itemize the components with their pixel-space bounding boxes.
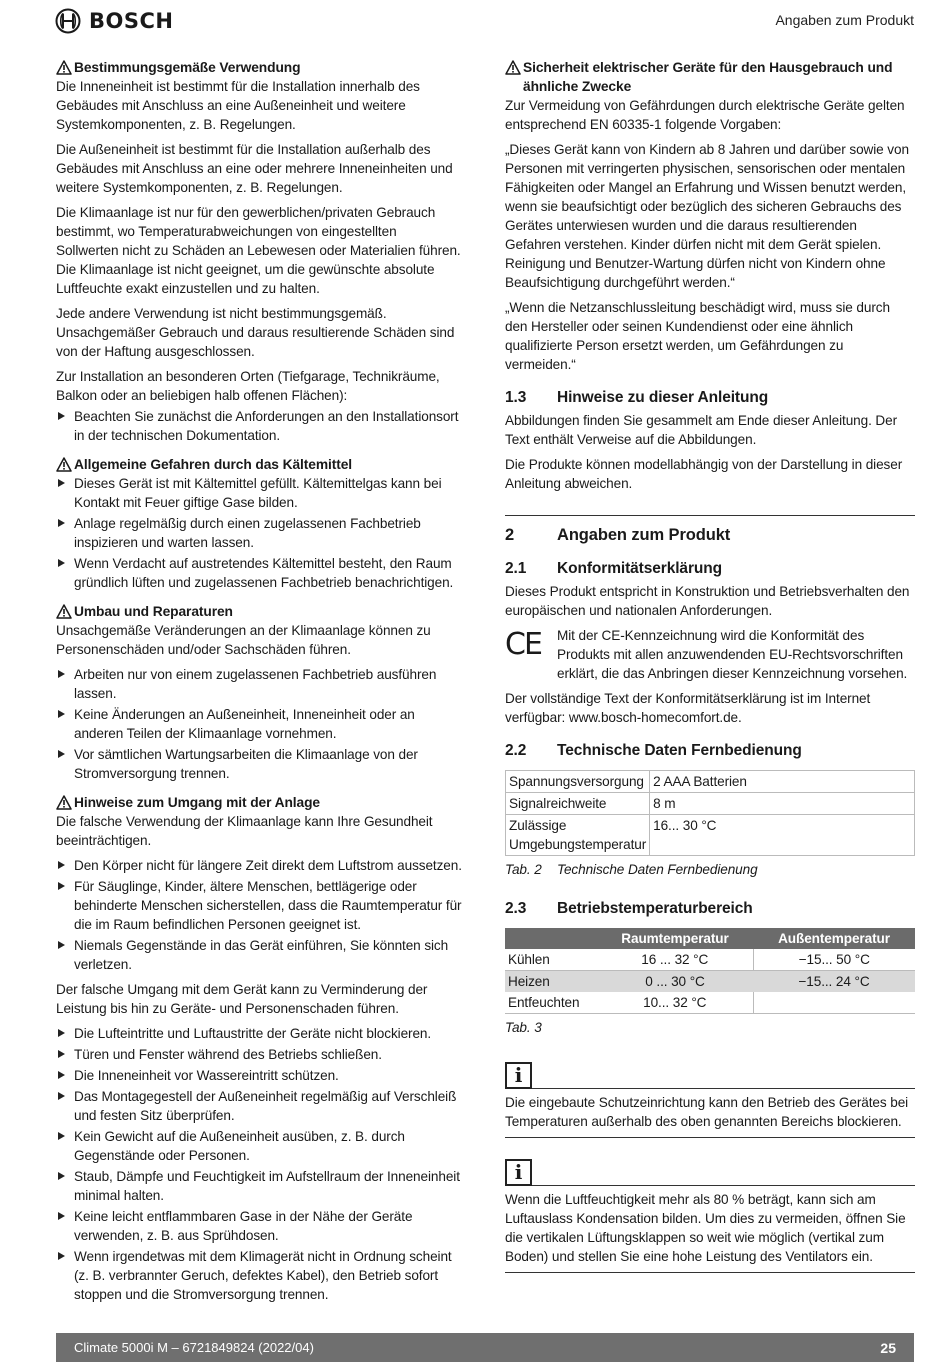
list-item: Niemals Gegenstände in das Gerät einführen, Sie könnten sich verletzen. <box>56 936 462 974</box>
section-title: Hinweise zu dieser Anleitung <box>557 389 769 406</box>
paragraph: „Dieses Gerät kann von Kindern ab 8 Jahren und darüber sowie von Personen mit verringerten physischen, sensorischen oder mentalen Fähigkeiten oder Mangel an Erfahrung und Wissen benutzt werden, wenn sie beaufsichtigt oder bezüglich des sicheren Gebrauchs des Gerätes unterwiesen wurden und die daraus resultierenden Gefahren verstehen. Kinder dürfen nicht mit dem Gerät spielen. Reinigung und Benutzer-Wartung dürfen nicht von Kindern ohne Beaufsichtigung durchgeführt werden.“ <box>505 142 909 290</box>
tech-data-table <box>505 770 915 856</box>
bullet-list <box>56 474 462 592</box>
warning-triangle-icon <box>505 60 521 75</box>
paragraph: Der vollständige Text der Konformitätserklärung ist im Internet verfügbar: www.bosch-homecomfort.de. <box>505 691 871 725</box>
ce-mark-icon: CE <box>505 627 541 662</box>
paragraph: Unsachgemäße Veränderungen an der Klimaanlage können zu Personenschäden und/oder Sachschäden führen. <box>56 623 431 657</box>
left-column <box>56 58 462 1310</box>
table-header: Raumtemperatur <box>597 928 753 949</box>
table-row <box>505 971 915 993</box>
paragraph: Die Inneneinheit ist bestimmt für die Installation innerhalb des Gebäudes mit Anschluss an eine Außeneinheit und weitere Systemkomponenten, z. B. Regelungen. <box>56 79 420 132</box>
running-header: Angaben zum Produkt <box>775 12 914 28</box>
section-heading <box>505 388 915 407</box>
table-header: Außentemperatur <box>753 928 915 949</box>
list-item: Arbeiten nur von einem zugelassenen Fachbetrieb ausführen lassen. <box>56 665 462 703</box>
warning-triangle-icon <box>56 457 72 472</box>
section-number: 1.3 <box>505 389 527 406</box>
table-cell: −15... 50 °C <box>753 949 915 971</box>
section-number: 2.1 <box>505 560 527 577</box>
bullet-list <box>56 1024 462 1304</box>
bullet-list <box>56 856 462 974</box>
info-header <box>505 1057 915 1089</box>
list-item: Dieses Gerät ist mit Kältemittel gefüllt. Kältemittelgas kann bei Kontakt mit Feuer giftige Gase bilden. <box>56 474 462 512</box>
table-cell: Heizen <box>505 971 597 993</box>
paragraph: Abbildungen finden Sie gesammelt am Ende dieser Anleitung. Der Text enthält Verweise auf die Abbildungen. <box>505 413 898 447</box>
section-heading <box>505 559 915 578</box>
chapter-heading <box>505 515 915 545</box>
table-cell: 8 m <box>650 793 915 815</box>
warning-heading: Allgemeine Gefahren durch das Kältemittel <box>56 455 462 474</box>
chapter-title: Angaben zum Produkt <box>557 526 731 544</box>
info-icon: i <box>505 1159 532 1186</box>
section-heading <box>505 899 915 918</box>
section-number: 2.3 <box>505 900 527 917</box>
table-header <box>505 928 597 949</box>
section-number: 2.2 <box>505 742 527 759</box>
list-item: Das Montagegestell der Außeneinheit regelmäßig auf Verschleiß und festen Sitz überprüfen. <box>56 1087 462 1125</box>
list-item: Den Körper nicht für längere Zeit direkt dem Luftstrom aussetzen. <box>56 856 462 875</box>
table-row <box>505 949 915 971</box>
warning-triangle-icon <box>56 60 72 75</box>
section-title: Technische Daten Fernbedienung <box>557 742 802 759</box>
table-cell: 16... 30 °C <box>650 815 915 856</box>
page-number: 25 <box>880 1339 896 1356</box>
table-cell: 0 ... 30 °C <box>597 971 753 993</box>
info-note: Wenn die Luftfeuchtigkeit mehr als 80 % beträgt, kann sich am Luftauslass Kondensation bilden. Um dies zu vermeiden, öffnen Sie die vertikalen Lüftungsklappen so weit wie möglich (vertikal zum Boden) und stellen Sie eine hohe Leistung des Ventilators ein. <box>505 1186 915 1273</box>
warning-heading: Hinweise zum Umgang mit der Anlage <box>56 793 462 812</box>
document-id: Climate 5000i M – 6721849824 (2022/04) <box>74 1340 314 1355</box>
list-item: Keine leicht entflammbaren Gase in der Nähe der Geräte verwenden, z. B. aus Sprühdosen. <box>56 1207 462 1245</box>
paragraph: Die falsche Verwendung der Klimaanlage kann Ihre Gesundheit beeinträchtigen. <box>56 814 433 848</box>
warning-heading: Bestimmungsgemäße Verwendung <box>56 58 462 77</box>
list-item: Wenn Verdacht auf austretendes Kältemittel besteht, den Raum gründlich lüften und zugelassenen Fachbetrieb benachrichtigen. <box>56 554 462 592</box>
list-item: Kein Gewicht auf die Außeneinheit ausüben, z. B. durch Gegenstände oder Personen. <box>56 1127 462 1165</box>
brand-name: BOSCH <box>89 9 174 33</box>
list-item: Keine Änderungen an Außeneinheit, Inneneinheit oder an anderen Teilen der Klimaanlage vornehmen. <box>56 705 462 743</box>
paragraph: Der falsche Umgang mit dem Gerät kann zu Verminderung der Leistung bis hin zu Geräte- und Personenschaden führen. <box>56 982 428 1016</box>
ce-text: Mit der CE-Kennzeichnung wird die Konformität des Produkts mit allen anzuwendenden EU-Rechtsvorschriften erklärt, die das Anbringen dieser Kennzeichnung vorsehen. <box>557 628 908 681</box>
table-cell: 2 AAA Batterien <box>650 771 915 793</box>
chapter-number: 2 <box>505 526 515 544</box>
paragraph: Die Produkte können modellabhängig von der Darstellung in dieser Anleitung abweichen. <box>505 457 903 491</box>
paragraph: Zur Vermeidung von Gefährdungen durch elektrische Geräte gelten entsprechend EN 60335-1 folgende Vorgaben: <box>505 98 905 132</box>
table-cell: Zulässige Umgebungstemperatur <box>506 815 650 856</box>
paragraph: Die Klimaanlage ist nur für den gewerblichen/privaten Gebrauch bestimmt, wo Temperaturabweichungen von eingestellten Sollwerten nicht zu Schäden an Lebewesen oder Materialien führen. Die Klimaanlage ist nicht geeignet, um die gewünschte absolute Luftfeuchte exakt einzustellen und zu halten. <box>56 205 461 296</box>
paragraph: Dieses Produkt entspricht in Konstruktion und Betriebsverhalten den europäischen und nationalen Anforderungen. <box>505 584 910 618</box>
warning-heading: Sicherheit elektrischer Geräte für den Hausgebrauch und ähnliche Zwecke <box>505 58 915 96</box>
bullet-list <box>56 407 462 445</box>
list-item: Die Inneneinheit vor Wassereintritt schützen. <box>56 1066 462 1085</box>
right-column <box>505 58 915 1273</box>
info-note: Die eingebaute Schutzeinrichtung kann den Betrieb des Gerätes bei Temperaturen außerhalb des oben genannten Bereichs blockieren. <box>505 1089 915 1138</box>
list-item: Türen und Fenster während des Betriebs schließen. <box>56 1045 462 1064</box>
table-cell: 16 ... 32 °C <box>597 949 753 971</box>
table-cell: 10... 32 °C <box>597 992 753 1014</box>
warning-heading: Umbau und Reparaturen <box>56 602 462 621</box>
paragraph: Jede andere Verwendung ist nicht bestimmungsgemäß. Unsachgemäßer Gebrauch und daraus resultierende Schäden sind von der Haftung ausgeschlossen. <box>56 306 455 359</box>
table-cell: −15... 24 °C <box>753 971 915 993</box>
list-item: Wenn irgendetwas mit dem Klimagerät nicht in Ordnung scheint (z. B. verbrannter Geruch, defektes Kabel), den Betrieb sofort stoppen und die Stromversorgung trennen. <box>56 1247 462 1304</box>
list-item: Anlage regelmäßig durch einen zugelassenen Fachbetrieb inspizieren und warten lassen. <box>56 514 462 552</box>
warning-triangle-icon <box>56 604 72 619</box>
section-title: Konformitätserklärung <box>557 560 722 577</box>
table-cell: Kühlen <box>505 949 597 971</box>
table-caption: Tab. 3 <box>505 1020 542 1035</box>
table-cell <box>753 992 915 1014</box>
section-title: Betriebstemperaturbereich <box>557 900 753 917</box>
table-row <box>506 793 915 815</box>
page-footer <box>56 1333 914 1362</box>
list-item: Vor sämtlichen Wartungsarbeiten die Klimaanlage von der Stromversorgung trennen. <box>56 745 462 783</box>
bosch-logo <box>55 8 173 34</box>
warning-triangle-icon <box>56 795 72 810</box>
table-row <box>505 992 915 1014</box>
temperature-table <box>505 928 915 1014</box>
table-cell: Signalreichweite <box>506 793 650 815</box>
table-row <box>506 771 915 793</box>
info-header <box>505 1154 915 1186</box>
bullet-list <box>56 665 462 783</box>
paragraph: „Wenn die Netzanschlussleitung beschädigt wird, muss sie durch den Hersteller oder seinen Kundendienst oder eine ähnlich qualifizierte Person ersetzt werden, um Gefährdungen zu vermeiden.“ <box>505 300 890 372</box>
table-cell: Entfeuchten <box>505 992 597 1014</box>
list-item: Die Lufteintritte und Luftaustritte der Geräte nicht blockieren. <box>56 1024 462 1043</box>
table-row <box>506 815 915 856</box>
table-header-row <box>505 928 915 949</box>
list-item: Staub, Dämpfe und Feuchtigkeit im Aufstellraum der Inneneinheit minimal halten. <box>56 1167 462 1205</box>
ce-notice <box>505 626 915 683</box>
section-heading <box>505 741 915 760</box>
list-item: Beachten Sie zunächst die Anforderungen an den Installationsort in der technischen Dokumentation. <box>56 407 462 445</box>
paragraph: Die Außeneinheit ist bestimmt für die Installation außerhalb des Gebäudes mit Anschluss an eine oder mehrere Inneneinheiten und weitere Systemkomponenten, z. B. Regelungen. <box>56 142 453 195</box>
info-icon: i <box>505 1062 532 1089</box>
table-cell: Spannungsversorgung <box>506 771 650 793</box>
paragraph: Zur Installation an besonderen Orten (Tiefgarage, Technikräume, Balkon oder an beliebigen halb offenen Flächen): <box>56 369 440 403</box>
bosch-armature-icon <box>55 8 81 34</box>
list-item: Für Säuglinge, Kinder, ältere Menschen, bettlägerige oder behinderte Menschen sicherstellen, dass die Raumtemperatur für die im Raum befindlichen Personen geeignet ist. <box>56 877 462 934</box>
table-caption: Tab. 2 Technische Daten Fernbedienung <box>505 862 758 877</box>
